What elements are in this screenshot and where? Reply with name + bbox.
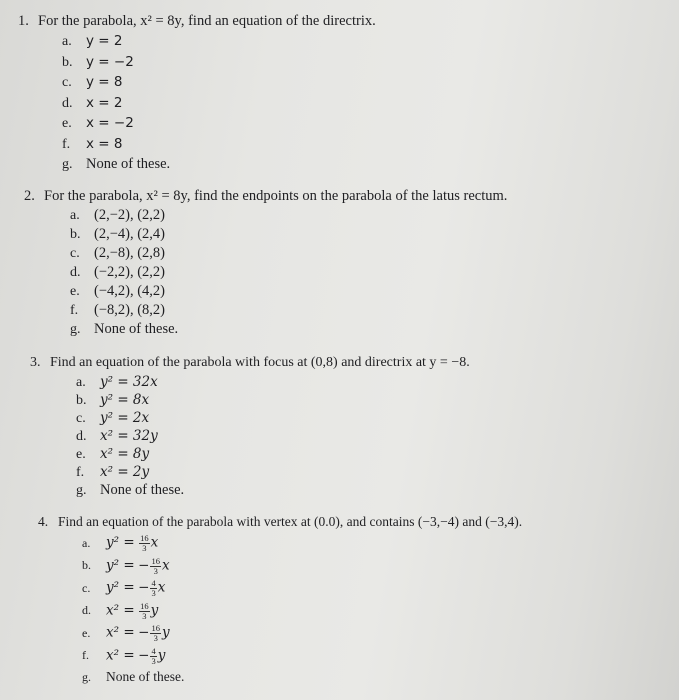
question-number: 1. — [18, 13, 29, 29]
question-number: 3. — [30, 355, 41, 370]
choice-letter: e. — [76, 447, 86, 462]
choice-f — [70, 302, 507, 321]
choice-text: y² = 8x — [100, 392, 150, 408]
choice-letter: c. — [82, 580, 91, 595]
choice-letter: c. — [62, 75, 72, 90]
fraction-numerator: 4 — [151, 645, 156, 656]
equation-sign: − — [138, 579, 150, 596]
choice-c — [62, 74, 376, 95]
choice-text: (2,−2), (2,2) — [94, 207, 165, 223]
choice-list — [76, 374, 470, 500]
choice-e — [70, 283, 507, 302]
choice-letter: b. — [82, 558, 91, 573]
choice-b — [82, 557, 522, 580]
choice-letter: f. — [76, 465, 85, 480]
fraction-denominator: 3 — [151, 655, 156, 666]
choice-e — [76, 446, 470, 464]
choice-letter: b. — [62, 54, 73, 70]
choice-f — [82, 647, 522, 670]
fraction-numerator: 4 — [151, 578, 156, 588]
choice-letter: g. — [76, 483, 87, 498]
question-4-text — [38, 513, 522, 531]
choice-letter: d. — [82, 603, 91, 618]
fraction — [139, 534, 150, 553]
equation-lhs: x² = — [106, 647, 135, 664]
choice-text: x² = 2y — [100, 464, 150, 480]
fraction-denominator: 3 — [151, 588, 156, 598]
choice-text: (2,−8), (2,8) — [94, 245, 165, 261]
choice-text: x² = 8y — [100, 446, 150, 462]
choice-letter: a. — [76, 375, 86, 390]
choice-a — [76, 374, 470, 392]
choice-d — [62, 95, 376, 116]
choice-list — [70, 207, 507, 340]
fraction-denominator: 3 — [142, 610, 147, 621]
choice-b — [76, 392, 470, 410]
choice-letter: f. — [70, 303, 79, 318]
choice-letter: b. — [70, 227, 81, 242]
fraction — [150, 647, 156, 666]
fraction — [150, 624, 161, 643]
choice-text: (−4,2), (4,2) — [94, 283, 165, 299]
equation-variable: x — [157, 579, 166, 596]
fraction-numerator: 16 — [151, 623, 160, 633]
choice-b — [70, 226, 507, 245]
choice-text: None of these. — [86, 156, 171, 172]
equation-lhs: y² = — [106, 579, 135, 596]
question-prompt: Find an equation of the parabola with vertex at (0.0), and contains (−3,−4) and (−3,4). — [58, 514, 523, 529]
equation-sign: − — [138, 647, 150, 664]
choice-a — [82, 534, 522, 557]
choice-text: y² = 2x — [100, 410, 150, 426]
fraction-numerator: 16 — [140, 533, 149, 543]
choice-letter: e. — [82, 625, 91, 640]
question-1-text — [18, 12, 376, 30]
choice-g — [62, 156, 376, 177]
choice-letter: d. — [70, 265, 81, 280]
choice-letter: a. — [70, 208, 80, 223]
choice-g — [82, 669, 522, 689]
choice-letter: e. — [62, 116, 72, 131]
choice-d — [70, 264, 507, 283]
question-prompt: Find an equation of the parabola with focus at (0,8) and directrix at y = −8. — [50, 355, 470, 370]
equation-lhs: x² = — [106, 624, 135, 641]
question-number: 2. — [24, 188, 35, 204]
equation-variable: x — [150, 534, 159, 551]
question-prompt: For the parabola, x² = 8y, find the endpoints on the parabola of the latus rectum. — [44, 188, 508, 204]
choice-d — [82, 602, 522, 625]
choice-f — [76, 464, 470, 482]
choice-letter: g. — [70, 322, 81, 337]
choice-a — [62, 33, 376, 54]
choice-g — [76, 482, 470, 500]
choice-text: None of these. — [106, 669, 185, 684]
choice-text: x² = 32y — [100, 428, 158, 444]
choice-letter: c. — [70, 246, 80, 261]
choice-text: (−2,2), (2,2) — [94, 264, 165, 280]
choice-letter: g. — [82, 670, 91, 684]
fraction — [150, 557, 161, 576]
equation-variable: y — [157, 647, 166, 664]
question-4 — [38, 513, 522, 689]
choice-text: (2,−4), (2,4) — [94, 226, 165, 242]
choice-list — [82, 534, 522, 689]
choice-g — [70, 321, 507, 340]
choice-text: None of these. — [94, 321, 179, 337]
choice-c — [76, 410, 470, 428]
choice-text: x = 2 — [86, 94, 123, 111]
choice-letter: d. — [76, 429, 87, 444]
question-3-text — [30, 354, 470, 372]
fraction-numerator: 16 — [140, 600, 149, 611]
question-2-text — [24, 187, 507, 205]
question-prompt: For the parabola, x² = 8y, find an equation of the directrix. — [38, 13, 376, 29]
fraction-denominator: 3 — [153, 565, 158, 576]
equation-sign: − — [138, 624, 150, 641]
question-2 — [24, 187, 507, 340]
choice-text: x = −2 — [86, 115, 134, 131]
question-number: 4. — [38, 514, 49, 529]
equation-variable: y — [150, 602, 159, 619]
choice-letter: f. — [62, 136, 71, 152]
fraction-denominator: 3 — [142, 543, 147, 553]
choice-text: y = 8 — [86, 74, 123, 90]
choice-text: y = 2 — [86, 33, 123, 49]
fraction-denominator: 3 — [153, 633, 158, 643]
choice-text: y² = 32x — [100, 374, 158, 390]
choice-e — [62, 115, 376, 136]
equation-lhs: x² = — [106, 602, 135, 619]
choice-letter: d. — [62, 95, 73, 111]
equation-lhs: y² = — [106, 534, 135, 551]
choice-text: y = −2 — [86, 53, 134, 70]
choice-c — [70, 245, 507, 264]
question-3 — [30, 354, 470, 500]
fraction-numerator: 16 — [151, 555, 160, 566]
choice-f — [62, 136, 376, 157]
question-1 — [18, 12, 376, 177]
choice-b — [62, 54, 376, 75]
choice-text: x = 8 — [86, 135, 123, 152]
choice-letter: e. — [70, 284, 80, 299]
equation-sign: − — [138, 557, 150, 574]
equation-variable: y — [161, 624, 170, 641]
choice-a — [70, 207, 507, 226]
choice-letter: f. — [82, 648, 89, 663]
choice-list — [62, 33, 376, 177]
choice-text: (−8,2), (8,2) — [94, 302, 165, 318]
choice-letter: g. — [62, 157, 73, 172]
choice-letter: b. — [76, 393, 87, 408]
fraction — [150, 579, 156, 598]
choice-letter: c. — [76, 411, 86, 426]
choice-d — [76, 428, 470, 446]
choice-letter: a. — [82, 535, 91, 550]
fraction — [139, 602, 150, 621]
choice-c — [82, 579, 522, 602]
choice-e — [82, 624, 522, 647]
equation-variable: x — [161, 557, 170, 574]
choice-text: None of these. — [100, 482, 185, 498]
equation-lhs: y² = — [106, 557, 135, 574]
choice-letter: a. — [62, 34, 72, 49]
